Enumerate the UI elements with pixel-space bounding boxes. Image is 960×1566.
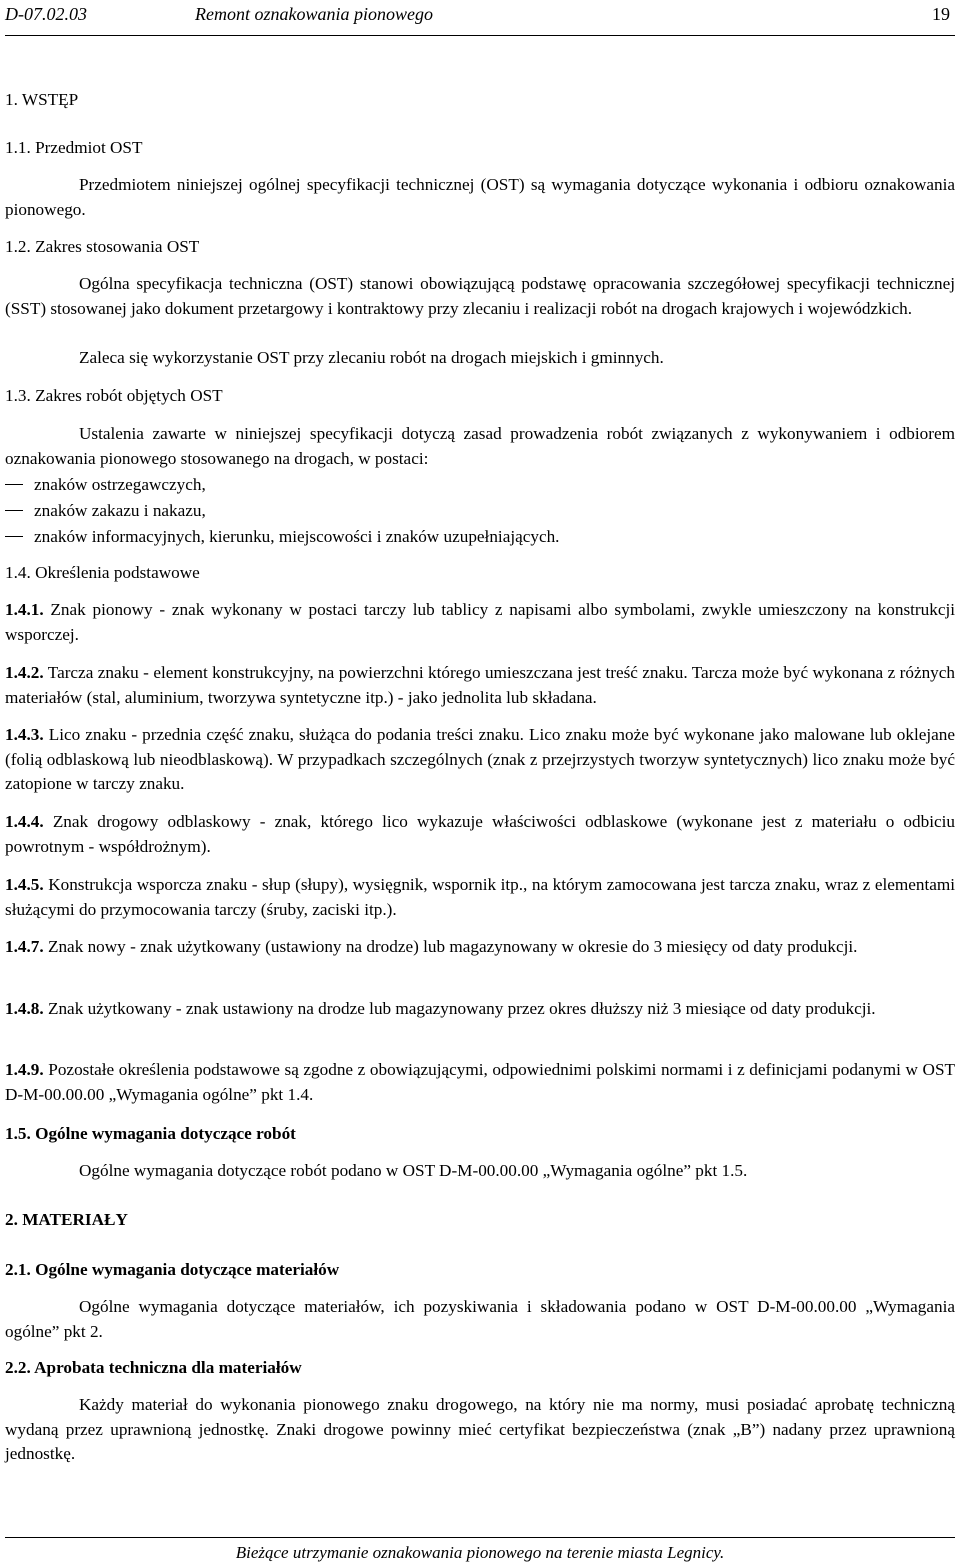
section-2-1-title: 2.1. Ogólne wymagania dotyczące materiałów xyxy=(5,1260,340,1279)
definition-1-4-3: 1.4.3. Lico znaku - przednia część znaku, służąca do podania treści znaku. Lico znaku może być wykonane jako malowane lub oklejane (folią odblaskową lub nieodblaskową). W przypadkach szczególnych (znak z przejrzystych tworzyw syntetycznych) lico znaku może być zatopione w tarczy znaku. xyxy=(5,725,956,793)
section-1-3-title: 1.3. Zakres robót objętych OST xyxy=(5,386,223,405)
spec-title: Remont oznakowania pionowego xyxy=(195,4,433,24)
list-item: znaków zakazu i nakazu, xyxy=(5,499,955,525)
spec-code: D-07.02.03 xyxy=(5,4,87,24)
definition-1-4-9: 1.4.9. Pozostałe określenia podstawowe są zgodne z obowiązującymi, odpowiednimi polskimi normami i z definicjami podanymi w OST D-M-00.00.00 „Wymagania ogólne” pkt 1.4. xyxy=(5,1060,956,1104)
definition-1-4-4: 1.4.4. Znak drogowy odblaskowy - znak, którego lico wykazuje właściwości odblaskowe (wykonane jest z materiału o odbiciu powrotnym - współdrożnym). xyxy=(5,812,955,856)
section-1-2-paragraph-1: Ogólna specyfikacja techniczna (OST) stanowi obowiązującą podstawę opracowania szczegółowej specyfikacji technicznej (SST) stosowanej jako dokument przetargowy i kontraktowy przy zlecaniu i realizacji robót na drogach krajowych i wojewódzkich. xyxy=(5,274,955,318)
page-number: 19 xyxy=(932,4,950,24)
section-1-title: 1. WSTĘP xyxy=(5,90,79,109)
definition-1-4-8: 1.4.8. Znak użytkowany - znak ustawiony na drodze lub magazynowany przez okres dłuższy niż 3 miesiące od daty produkcji. xyxy=(5,999,876,1018)
section-2-2-paragraph: Każdy materiał do wykonania pionowego znaku drogowego, na który nie ma normy, musi posiadać aprobatę techniczną wydaną przez uprawnioną jednostkę. Znaki drogowe powinny mieć certyfikat bezpieczeństwa (znak „B”) nadany przez uprawnioną jednostkę. xyxy=(5,1395,955,1463)
header-divider xyxy=(5,35,955,36)
definition-1-4-2: 1.4.2. Tarcza znaku - element konstrukcyjny, na powierzchni którego umieszczana jest treść znaku. Tarcza może być wykonana z różnych materiałów (stal, aluminium, tworzywa syntetyczne itp.) - jako jednolita lub składana. xyxy=(5,663,955,707)
dash-bullet-icon xyxy=(5,536,23,537)
section-1-5-paragraph: Ogólne wymagania dotyczące robót podano w OST D-M-00.00.00 „Wymagania ogólne” pkt 1.5. xyxy=(79,1161,748,1180)
section-1-1-paragraph: Przedmiotem niniejszej ogólnej specyfikacji technicznej (OST) są wymagania dotyczące wykonania i odbioru oznakowania pionowego. xyxy=(5,175,955,219)
dash-bullet-icon xyxy=(5,510,23,511)
dash-bullet-icon xyxy=(5,484,23,485)
section-1-2-title: 1.2. Zakres stosowania OST xyxy=(5,237,200,256)
section-2-1-paragraph: Ogólne wymagania dotyczące materiałów, ich pozyskiwania i składowania podano w OST D-M-00.00.00 „Wymagania ogólne” pkt 2. xyxy=(5,1297,955,1341)
section-1-3-paragraph: Ustalenia zawarte w niniejszej specyfikacji dotyczą zasad prowadzenia robót związanych z wykonywaniem i odbiorem oznakowania pionowego stosowanego na drogach, w postaci: xyxy=(5,424,955,468)
section-1-1-title: 1.1. Przedmiot OST xyxy=(5,138,143,157)
page-header xyxy=(5,2,950,26)
footer-divider xyxy=(5,1537,955,1538)
definition-1-4-1: 1.4.1. Znak pionowy - znak wykonany w postaci tarczy lub tablicy z napisami albo symbolami, zwykle umieszczony na konstrukcji wsporczej. xyxy=(5,600,956,644)
definition-1-4-5: 1.4.5. Konstrukcja wsporcza znaku - słup (słupy), wysięgnik, wspornik itp., na którym zamocowana jest tarcza znaku, wraz z elementami służącymi do przymocowania tarczy (śruby, zaciski itp.). xyxy=(5,875,956,919)
section-2-2-title: 2.2. Aprobata techniczna dla materiałów xyxy=(5,1358,302,1377)
page-footer: Bieżące utrzymanie oznakowania pionowego na terenie miasta Legnicy. xyxy=(235,1543,725,1562)
section-1-2-paragraph-2: Zaleca się wykorzystanie OST przy zlecaniu robót na drogach miejskich i gminnych. xyxy=(79,348,664,367)
definition-1-4-7: 1.4.7. Znak nowy - znak użytkowany (ustawiony na drodze) lub magazynowany w okresie do 3 miesięcy od daty produkcji. xyxy=(5,937,858,956)
section-1-5-title: 1.5. Ogólne wymagania dotyczące robót xyxy=(5,1124,296,1143)
section-2-title: 2. MATERIAŁY xyxy=(5,1210,128,1229)
section-1-4-title: 1.4. Określenia podstawowe xyxy=(5,563,200,582)
list-item: znaków ostrzegawczych, xyxy=(5,473,955,499)
list-item: znaków informacyjnych, kierunku, miejscowości i znaków uzupełniających. xyxy=(5,525,955,551)
sign-types-list xyxy=(5,473,955,551)
